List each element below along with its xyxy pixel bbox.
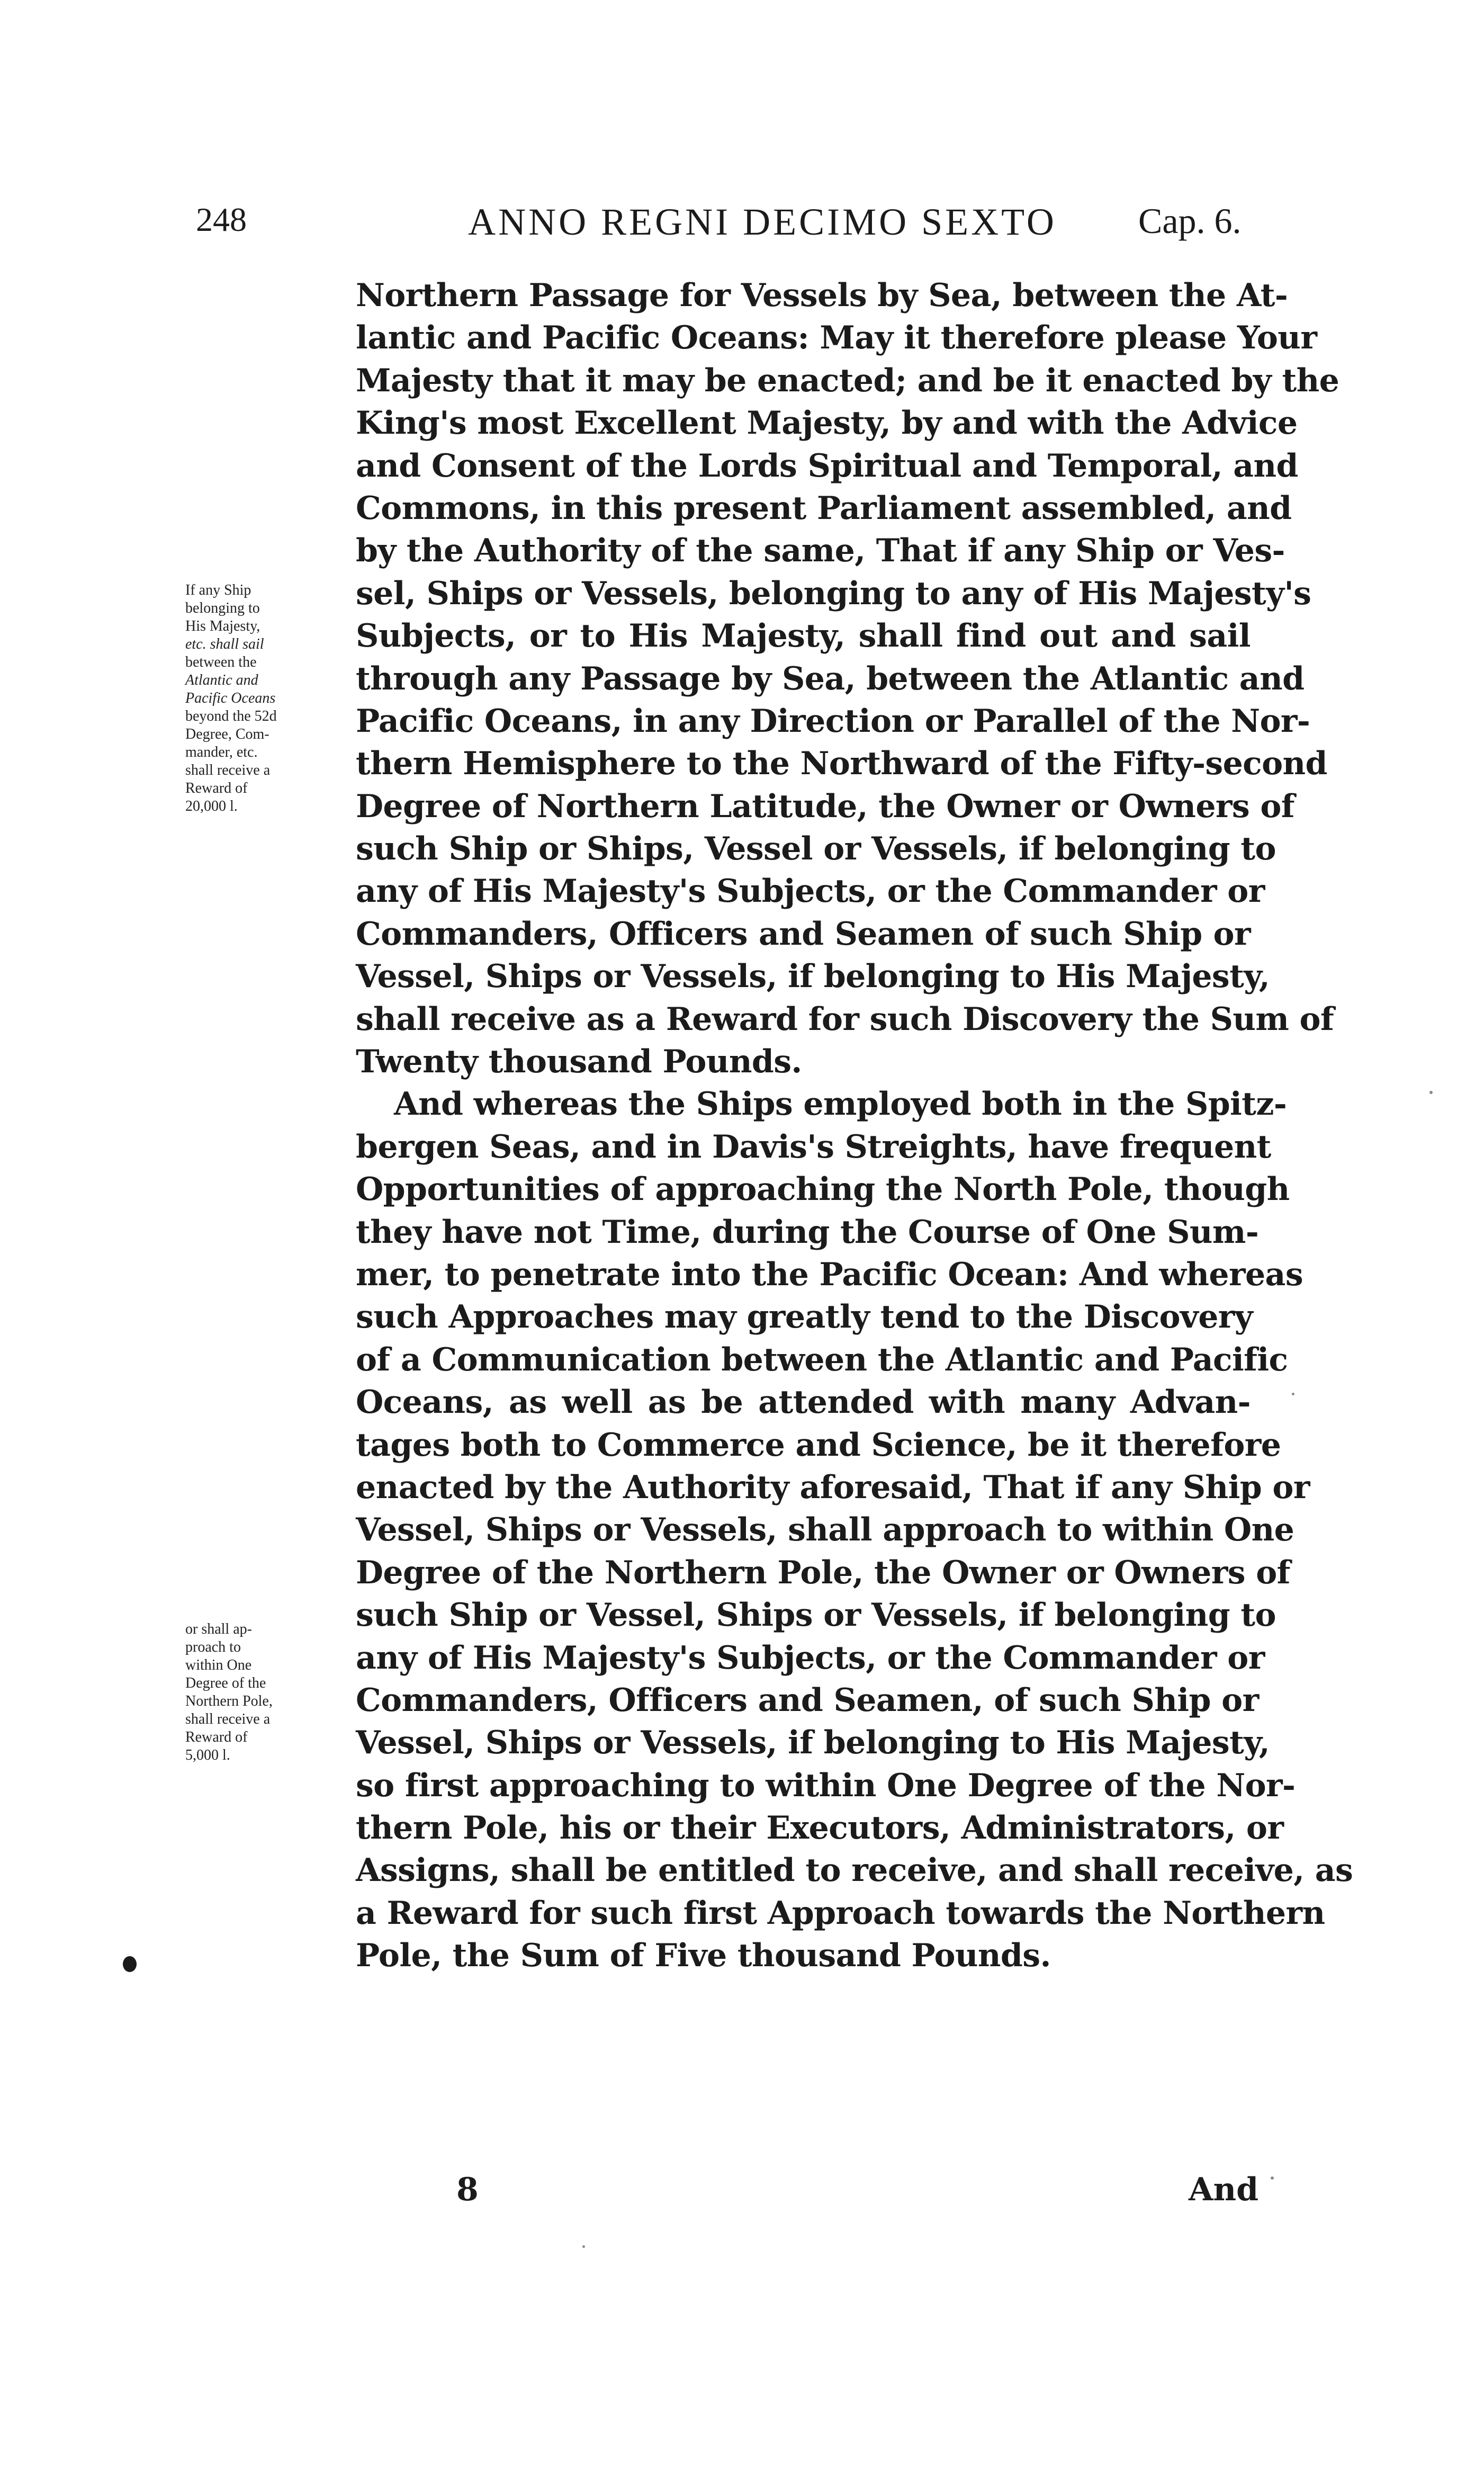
paper-speck bbox=[1271, 2176, 1274, 2180]
margin-note-line: beyond the 52d bbox=[185, 708, 277, 724]
margin-note-line: Degree of the bbox=[185, 1675, 266, 1691]
margin-note-line: proach to bbox=[185, 1639, 241, 1655]
text-line: a Reward for such first Approach towards the Northern bbox=[356, 1894, 1325, 1932]
margin-note-line: If any Ship bbox=[185, 582, 251, 598]
paper-speck bbox=[1292, 1393, 1294, 1395]
text-line: thern Hemisphere to the Northward of the Fifty-second bbox=[356, 745, 1327, 783]
text-line: thern Pole, his or their Executors, Administrators, or bbox=[356, 1809, 1284, 1847]
margin-note-line: 20,000 l. bbox=[185, 798, 238, 814]
text-line: such Approaches may greatly tend to the Discovery bbox=[356, 1298, 1253, 1336]
text-line: any of His Majesty's Subjects, or the Commander or bbox=[356, 1639, 1265, 1677]
text-line: And whereas the Ships employed both in the Spitz- bbox=[394, 1086, 1287, 1123]
margin-note-line: Pacific Oceans bbox=[185, 690, 276, 706]
text-line: Commons, in this present Parliament assembled, and bbox=[356, 489, 1292, 527]
text-line: Northern Passage for Vessels by Sea, between the At- bbox=[356, 277, 1288, 314]
statute-text bbox=[356, 274, 1353, 1977]
text-line: enacted by the Authority aforesaid, That if any Ship or bbox=[356, 1468, 1310, 1506]
margin-note-line: Reward of bbox=[185, 1729, 248, 1745]
margin-note-line: or shall ap- bbox=[185, 1621, 252, 1637]
running-title: ANNO REGNI DECIMO SEXTO bbox=[468, 201, 1057, 243]
margin-note-north-pole-reward bbox=[185, 1620, 307, 1764]
margin-note-line: 5,000 l. bbox=[185, 1747, 230, 1763]
paper-speck bbox=[1429, 1091, 1433, 1094]
margin-note-line: Atlantic and bbox=[185, 672, 258, 688]
text-line: through any Passage by Sea, between the Atlantic and bbox=[356, 660, 1305, 697]
margin-note-line: shall receive a bbox=[185, 762, 271, 778]
text-line: Pacific Oceans, in any Direction or Parallel of the Nor- bbox=[356, 702, 1310, 740]
text-line: such Ship or Vessel, Ships or Vessels, if belonging to bbox=[356, 1597, 1276, 1634]
text-line: so first approaching to within One Degree of the Nor- bbox=[356, 1767, 1296, 1804]
text-line: of a Communication between the Atlantic and Pacific bbox=[356, 1341, 1288, 1378]
text-line: and Consent of the Lords Spiritual and Temporal, and bbox=[356, 447, 1298, 485]
margin-note-line: within One bbox=[185, 1657, 252, 1673]
text-line: Commanders, Officers and Seamen, of such Ship or bbox=[356, 1681, 1259, 1719]
page-number: 248 bbox=[196, 201, 247, 238]
ink-blot bbox=[123, 1956, 137, 1972]
text-line: Assigns, shall be entitled to receive, and shall receive, as bbox=[356, 1852, 1353, 1889]
catchword: And bbox=[1189, 2171, 1259, 2208]
paper-speck bbox=[582, 2245, 585, 2248]
text-line: Pole, the Sum of Five thousand Pounds. bbox=[356, 1937, 1051, 1975]
text-line: by the Authority of the same, That if any Ship or Ves- bbox=[356, 532, 1285, 570]
text-line: Vessel, Ships or Vessels, if belonging to His Majesty, bbox=[356, 958, 1270, 996]
text-line: Subjects, or to His Majesty, shall find out and sail bbox=[356, 617, 1251, 655]
text-line: Twenty thousand Pounds. bbox=[356, 1043, 802, 1081]
margin-note-line: mander, etc. bbox=[185, 744, 258, 760]
margin-note-line: Reward of bbox=[185, 780, 248, 796]
text-line: Vessel, Ships or Vessels, shall approach to within One bbox=[356, 1511, 1294, 1549]
text-line: mer, to penetrate into the Pacific Ocean: And whereas bbox=[356, 1256, 1303, 1293]
text-line: sel, Ships or Vessels, belonging to any of His Majesty's bbox=[356, 575, 1311, 612]
text-line: Degree of the Northern Pole, the Owner or Owners of bbox=[356, 1554, 1290, 1591]
margin-note-line: His Majesty, bbox=[185, 618, 260, 634]
text-line: Commanders, Officers and Seamen of such Ship or bbox=[356, 915, 1251, 953]
margin-note-line: etc. shall sail bbox=[185, 636, 264, 652]
text-line: any of His Majesty's Subjects, or the Commander or bbox=[356, 873, 1265, 910]
margin-note-line: belonging to bbox=[185, 600, 260, 616]
text-line: Majesty that it may be enacted; and be it enacted by the bbox=[356, 362, 1339, 399]
text-line: Vessel, Ships or Vessels, if belonging to His Majesty, bbox=[356, 1724, 1270, 1762]
margin-note-line: shall receive a bbox=[185, 1711, 271, 1727]
text-line: bergen Seas, and in Davis's Streights, have frequent bbox=[356, 1128, 1271, 1166]
text-line: tages both to Commerce and Science, be it therefore bbox=[356, 1426, 1281, 1464]
signature-mark: 8 bbox=[456, 2171, 479, 2208]
text-line: Degree of Northern Latitude, the Owner or Owners of bbox=[356, 787, 1295, 825]
text-line: Opportunities of approaching the North Pole, though bbox=[356, 1171, 1290, 1208]
text-line: such Ship or Ships, Vessel or Vessels, if belonging to bbox=[356, 830, 1276, 868]
text-line: King's most Excellent Majesty, by and with the Advice bbox=[356, 405, 1298, 442]
margin-note-northwest-passage-reward bbox=[185, 581, 307, 816]
running-head bbox=[0, 200, 1484, 258]
text-line: lantic and Pacific Oceans: May it therefore please Your bbox=[356, 319, 1317, 357]
margin-note-line: between the bbox=[185, 654, 257, 670]
chapter-label: Cap. 6. bbox=[1138, 201, 1242, 241]
text-line: shall receive as a Reward for such Discovery the Sum of bbox=[356, 1000, 1334, 1038]
margin-note-line: Northern Pole, bbox=[185, 1693, 273, 1709]
text-line: Oceans, as well as be attended with many Advan- bbox=[356, 1384, 1251, 1421]
margin-note-line: Degree, Com- bbox=[185, 726, 269, 742]
text-line: they have not Time, during the Course of One Sum- bbox=[356, 1213, 1259, 1251]
